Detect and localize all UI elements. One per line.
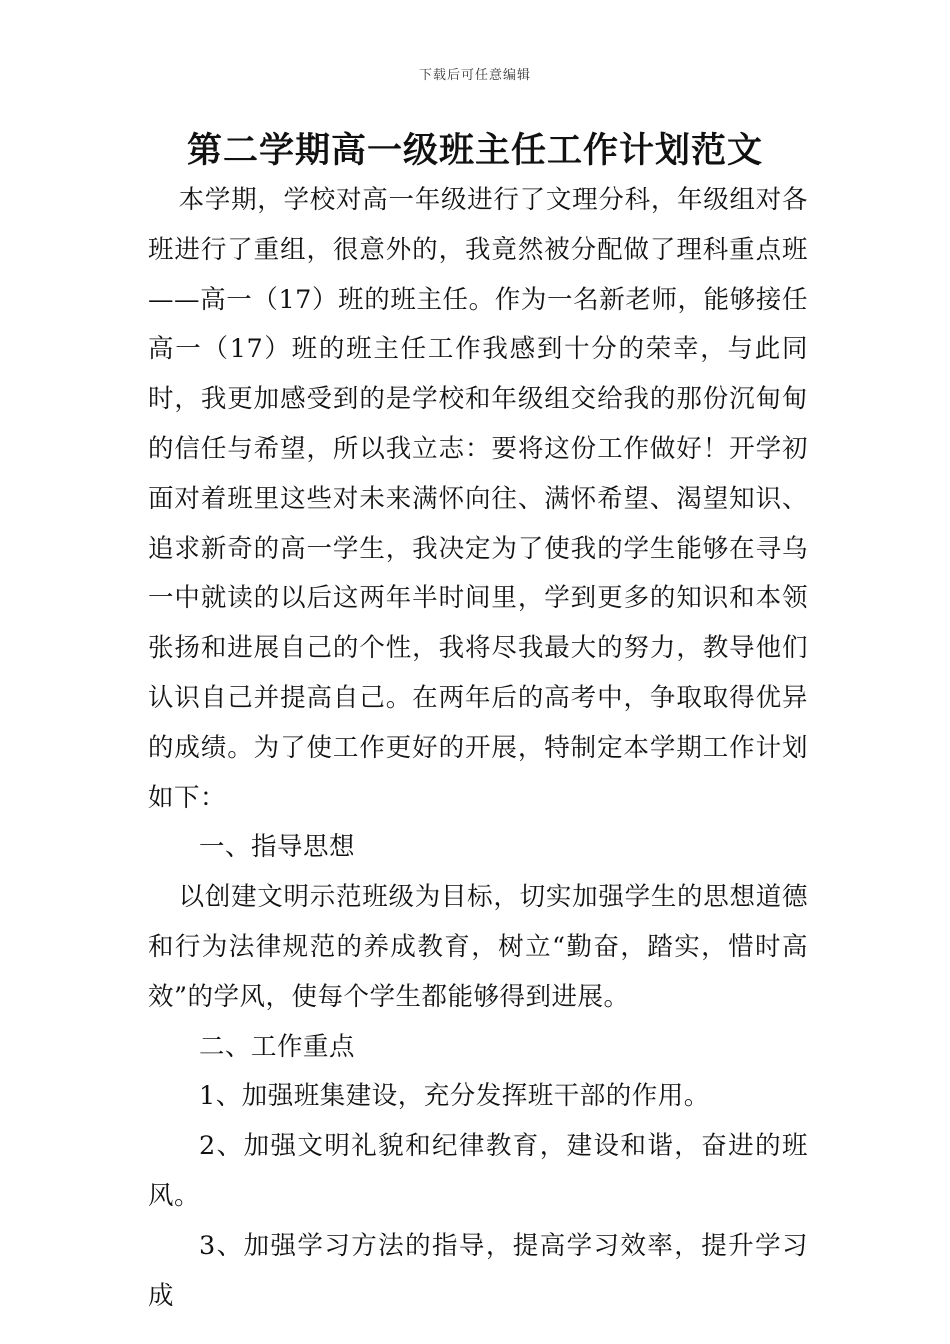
section-heading-guiding-thought: 一、指导思想 [199, 832, 356, 863]
document-body [148, 176, 808, 1321]
guiding-thought-paragraph: 以创建文明示范班级为目标，切实加强学生的思想道德和行为法律规范的养成教育，树立“勤奋，踏实，惜时高效”的学风，使每个学生都能够得到进展。 [148, 882, 808, 1012]
work-focus-item-3: 3、加强学习方法的指导，提高学习效率，提升学习成 [148, 1230, 808, 1311]
section-heading-work-focus: 二、工作重点 [199, 1031, 356, 1062]
intro-paragraph: 本学期，学校对高一年级进行了文理分科，年级组对各班进行了重组，很意外的，我竟然被分配做了理科重点班——高一（17）班的班主任。作为一名新老师，能够接任高一（17）班的班主任工作我感到十分的荣幸，与此同时，我更加感受到的是学校和年级组交给我的那份沉甸甸的信任与希望，所以我立志：要将这份工作做好！开学初面对着班里这些对未来满怀向往、满怀希望、渴望知识、追求新奇的高一学生，我决定为了使我的学生能够在寻乌一中就读的以后这两年半时间里，学到更多的知识和本领张扬和进展自己的个性，我将尽我最大的努力，教导他们认识自己并提高自己。在两年后的高考中，争取取得优异的成绩。为了使工作更好的开展，特制定本学期工作计划如下： [148, 185, 808, 813]
header-note: 下载后可任意编辑 [418, 68, 531, 83]
document-title: 第二学期高一级班主任工作计划范文 [186, 131, 763, 171]
work-focus-item-2: 2、加强文明礼貌和纪律教育，建设和谐，奋进的班风。 [148, 1131, 808, 1211]
work-focus-item-1: 1、加强班集建设，充分发挥班干部的作用。 [199, 1081, 710, 1112]
